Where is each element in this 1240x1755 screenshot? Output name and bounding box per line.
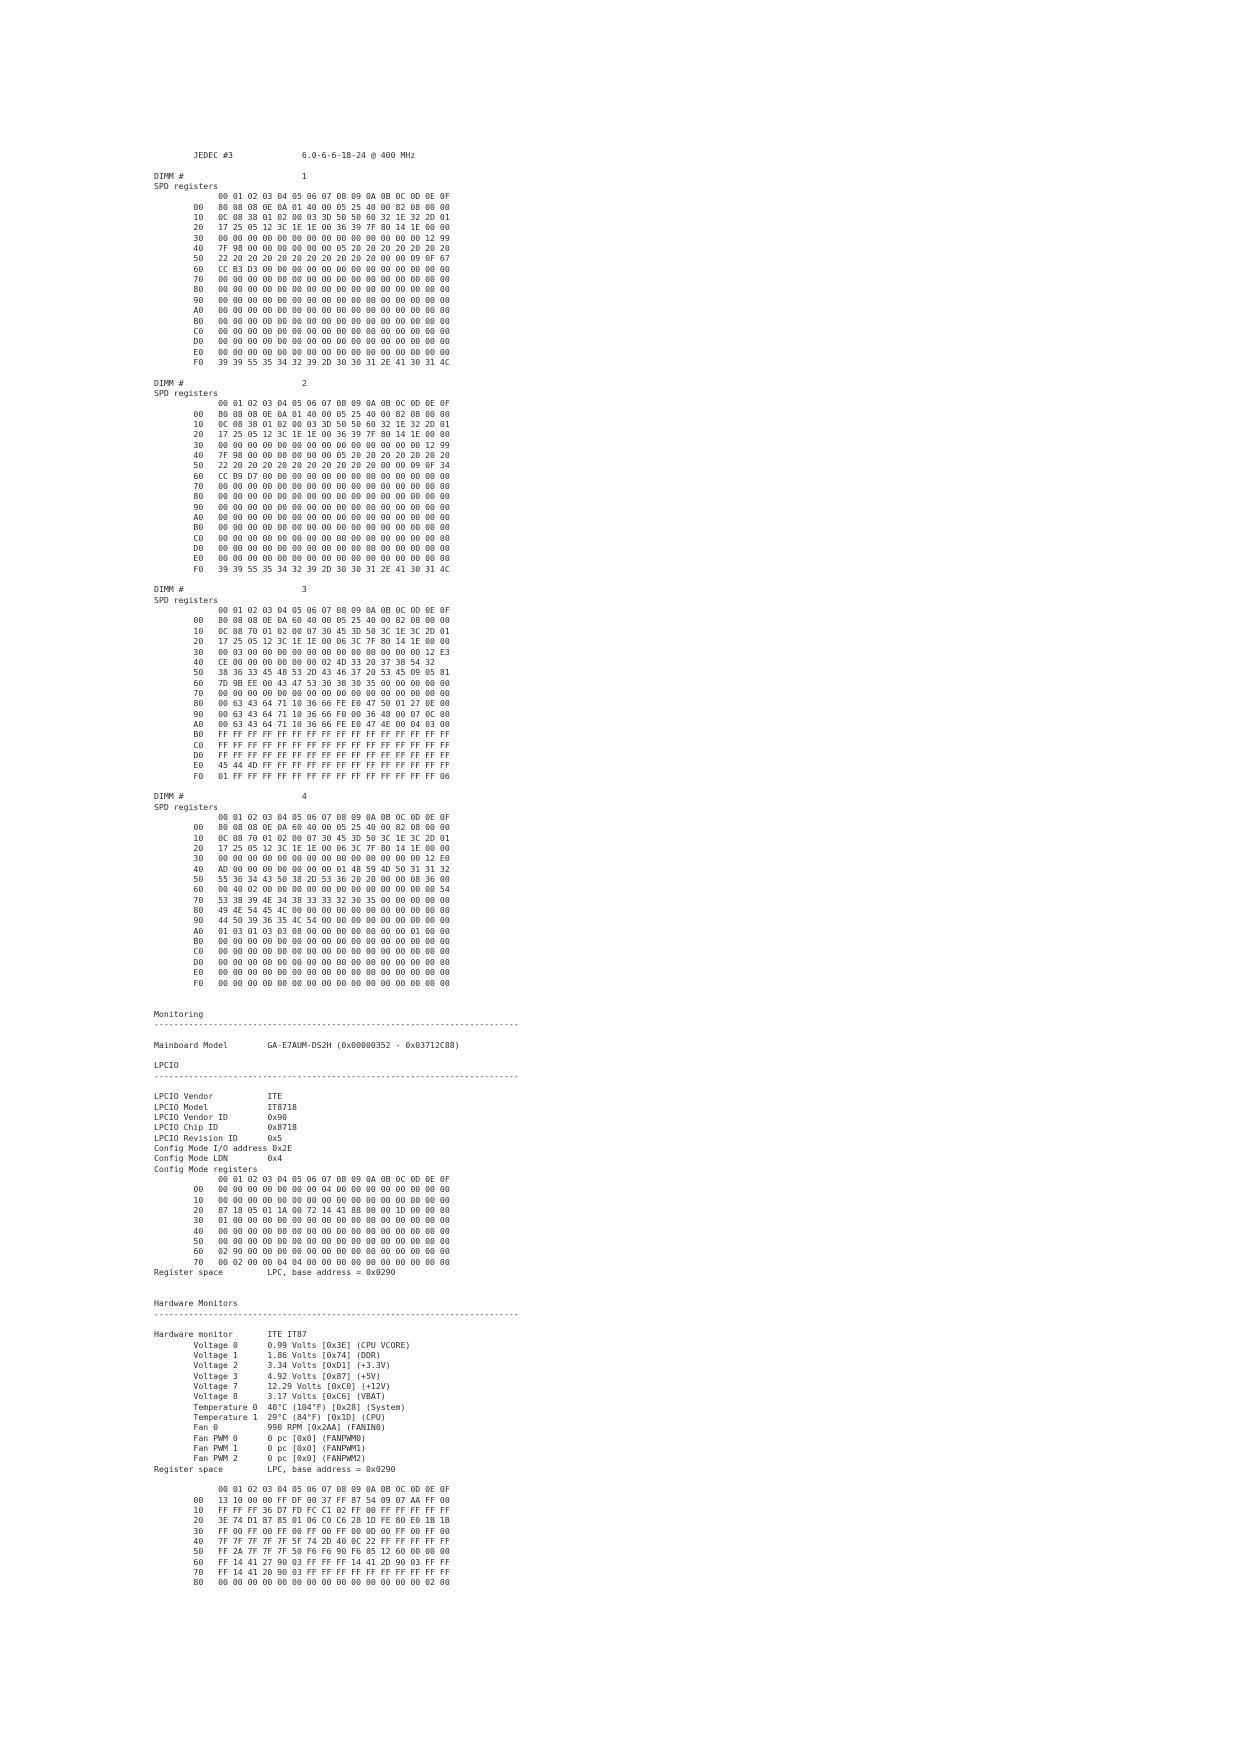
report-line: E0 00 00 00 00 00 00 00 00 00 00 00 00 00 00 00 00 xyxy=(154,553,450,564)
report-line: 00 80 08 08 0E 0A 60 40 00 05 25 40 00 82 08 00 00 xyxy=(154,822,450,833)
report-line: Fan PWM 0 0 pc [0x0] (FANPWM0) xyxy=(154,1432,366,1443)
report-line: 50 FF 2A 7F 7F 7F 50 F6 F6 90 F6 05 12 60 00 00 00 xyxy=(154,1546,450,1557)
blank-line xyxy=(154,1319,1154,1329)
report-line: F0 01 FF FF FF FF FF FF FF FF FF FF FF FF FF FF 06 xyxy=(154,770,450,781)
report-line: 40 7F 98 00 00 00 00 00 00 05 20 20 20 20 20 20 20 xyxy=(154,449,450,460)
report-line: Monitoring xyxy=(154,1008,204,1019)
report-line: E0 00 00 00 00 00 00 00 00 00 00 00 00 00 00 00 00 xyxy=(154,346,450,357)
report-line: 00 80 08 08 0E 0A 01 40 00 05 25 40 00 82 08 00 00 xyxy=(154,201,450,212)
report-line: B0 00 00 00 00 00 00 00 00 00 00 00 00 00 00 00 00 xyxy=(154,315,450,326)
report-line: Temperature 1 29°C (84°F) [0x1D] (CPU) xyxy=(154,1411,386,1422)
report-line: 90 44 50 39 36 35 4C 54 00 00 00 00 00 00 00 00 00 xyxy=(154,915,450,926)
report-line: Voltage 1 1.86 Volts [0x74] (DDR) xyxy=(154,1349,381,1360)
report-line: 60 CC B3 D3 00 00 00 00 00 00 00 00 00 00 00 00 00 xyxy=(154,263,450,274)
report-line: D0 00 00 00 00 00 00 00 00 00 00 00 00 00 00 00 00 xyxy=(154,543,450,554)
report-line: 60 CC B9 D7 00 00 00 00 00 00 00 00 00 00 00 00 00 xyxy=(154,470,450,481)
report-line: D0 00 00 00 00 00 00 00 00 00 00 00 00 00 00 00 00 xyxy=(154,336,450,347)
blank-line xyxy=(154,367,1154,377)
report-line: Hardware Monitors xyxy=(154,1298,238,1309)
report-line: 50 38 36 33 45 48 53 2D 43 46 37 20 53 45 09 05 81 xyxy=(154,667,450,678)
report-line: DIMM # 1 xyxy=(154,170,307,181)
report-line: 60 FF 14 41 27 90 03 FF FF FF 14 41 2D 90 03 FF FF xyxy=(154,1556,450,1567)
report-line: 00 01 02 03 04 05 06 07 08 09 0A 0B 0C 0D 0E 0F xyxy=(154,398,450,409)
report-line: 00 01 02 03 04 05 06 07 08 09 0A 0B 0C 0D 0E 0F xyxy=(154,1484,450,1495)
report-line: 60 7D 9B EE 00 43 47 53 30 38 30 35 00 00 00 00 00 xyxy=(154,677,450,688)
report-line: Fan PWM 2 0 pc [0x0] (FANPWM2) xyxy=(154,1453,366,1464)
report-line: Config Mode I/O address 0x2E xyxy=(154,1143,293,1153)
blank-line xyxy=(154,1277,1154,1287)
report-line: Mainboard Model GA-E7AUM-DS2H (0x00000352 - 0x03712C88) xyxy=(154,1039,460,1050)
blank-line xyxy=(154,1029,1154,1039)
report-line: 30 00 00 00 00 00 00 00 00 00 00 00 00 00 00 12 99 xyxy=(154,232,450,243)
report-line: LPCIO xyxy=(154,1060,179,1071)
report-line: 90 00 00 00 00 00 00 00 00 00 00 00 00 00 00 00 00 xyxy=(154,501,450,512)
report-line: 80 00 63 43 64 71 10 36 66 FE E0 47 50 01 27 0E 00 xyxy=(154,698,450,709)
report-line: F0 39 39 55 35 34 32 39 2D 30 30 31 2E 41 30 31 4C xyxy=(154,563,450,574)
report-line: LPCIO Revision ID 0x5 xyxy=(154,1132,283,1143)
report-line: 10 FF FF FF 36 D7 FD FC C1 02 FF 00 FF FF FF FF FF xyxy=(154,1505,450,1516)
report-line: Hardware monitor ITE IT87 xyxy=(154,1329,307,1340)
report-line: 40 00 00 00 00 00 00 00 00 00 00 00 00 00 00 00 00 xyxy=(154,1225,450,1236)
blank-line xyxy=(154,160,1154,170)
report-line: D0 00 00 00 00 00 00 00 00 00 00 00 00 00 00 00 00 xyxy=(154,956,450,967)
report-line: SPD registers xyxy=(154,181,219,192)
report-line: DIMM # 3 xyxy=(154,584,307,595)
report-line: LPCIO Vendor ITE xyxy=(154,1091,283,1102)
report-line: 30 00 00 00 00 00 00 00 00 00 00 00 00 00 00 12 E0 xyxy=(154,853,450,864)
report-line: Config Mode LDN 0x4 xyxy=(154,1153,283,1164)
report-line: SPD registers xyxy=(154,594,219,605)
report-line: C0 00 00 00 00 00 00 00 00 00 00 00 00 00 00 00 00 xyxy=(154,532,450,543)
report-line: 20 17 25 05 12 3C 1E 1E 00 06 3C 7F 80 14 1E 00 00 xyxy=(154,843,450,854)
blank-line xyxy=(154,574,1154,584)
report-line: SPD registers xyxy=(154,801,219,812)
report-line: -------------------------------------------------------------------------- xyxy=(154,1308,519,1319)
report-line: LPCIO Chip ID 0x8718 xyxy=(154,1122,297,1133)
report-line: Fan PWM 1 0 pc [0x0] (FANPWM1) xyxy=(154,1442,366,1453)
blank-line xyxy=(154,988,1154,998)
report-line: 30 FF 00 FF 00 FF 00 FF 00 FF 00 0D 00 FF 00 FF 00 xyxy=(154,1525,450,1536)
report-line: LPCIO Vendor ID 0x90 xyxy=(154,1111,288,1122)
report-line: 30 00 03 00 00 00 00 00 00 00 00 00 00 00 00 12 E3 xyxy=(154,646,450,657)
report-line: C0 00 00 00 00 00 00 00 00 00 00 00 00 00 00 00 00 xyxy=(154,946,450,957)
report-line: -------------------------------------------------------------------------- xyxy=(154,1018,519,1029)
report-line: 80 00 00 00 00 00 00 00 00 00 00 00 00 00 00 02 00 xyxy=(154,1577,450,1588)
report-line: Voltage 7 12.29 Volts [0xC0] (+12V) xyxy=(154,1380,391,1391)
report-line: 00 80 08 08 0E 0A 60 40 00 05 25 40 00 82 08 00 00 xyxy=(154,615,450,626)
report-line: Voltage 0 0.99 Volts [0x3E] (CPU VCORE) xyxy=(154,1339,411,1350)
report-line: 80 00 00 00 00 00 00 00 00 00 00 00 00 00 00 00 00 xyxy=(154,284,450,295)
report-line: 00 13 10 00 00 FF DF 00 37 FF 87 54 09 07 AA FF 00 xyxy=(154,1494,450,1505)
report-line: 00 00 00 00 00 00 00 00 04 00 00 00 00 00 00 00 00 xyxy=(154,1184,450,1195)
report-line: Register space LPC, base address = 0x0290 xyxy=(154,1463,396,1474)
report-line: 10 0C 08 38 01 02 00 03 3D 50 50 60 32 1E 32 2D 01 xyxy=(154,418,450,429)
report-line: A0 00 63 43 64 71 10 36 66 FE E0 47 4E 00 04 03 00 xyxy=(154,718,450,729)
report-line: 30 00 00 00 00 00 00 00 00 00 00 00 00 00 00 12 99 xyxy=(154,439,450,450)
report-line: 70 00 00 00 00 00 00 00 00 00 00 00 00 00 00 00 00 xyxy=(154,274,450,285)
report-line: 60 02 90 00 00 00 00 00 00 00 00 00 00 00 00 00 00 xyxy=(154,1246,450,1257)
report-line: A0 00 00 00 00 00 00 00 00 00 00 00 00 00 00 00 00 xyxy=(154,512,450,523)
report-line: 10 0C 08 70 01 02 00 07 30 45 3D 50 3C 1E 3C 2D 01 xyxy=(154,625,450,636)
blank-line xyxy=(154,1288,1154,1298)
report-line: 70 00 00 00 00 00 00 00 00 00 00 00 00 00 00 00 00 xyxy=(154,481,450,491)
report-line: 20 87 18 05 01 1A 00 72 14 41 88 00 00 1D 00 00 00 xyxy=(154,1205,450,1216)
blank-line xyxy=(154,1474,1154,1484)
report-line: 80 00 00 00 00 00 00 00 00 00 00 00 00 00 00 00 00 xyxy=(154,491,450,502)
report-line: 10 00 00 00 00 00 00 00 00 00 00 00 00 00 00 00 00 xyxy=(154,1194,450,1205)
report-line: 90 00 00 00 00 00 00 00 00 00 00 00 00 00 00 00 00 xyxy=(154,294,450,305)
report-line: 40 7F 98 00 00 00 00 00 00 05 20 20 20 20 20 20 20 xyxy=(154,243,450,254)
report-line: 70 FF 14 41 20 90 03 FF FF FF FF FF FF FF FF FF FF xyxy=(154,1567,450,1578)
blank-line xyxy=(154,781,1154,791)
report-line: 30 01 00 00 00 00 00 00 00 00 00 00 00 00 00 00 00 xyxy=(154,1215,450,1226)
report-line: 00 01 02 03 04 05 06 07 08 09 0A 0B 0C 0D 0E 0F xyxy=(154,812,450,822)
report-line: LPCIO Model IT8718 xyxy=(154,1101,297,1112)
report-line: B0 FF FF FF FF FF FF FF FF FF FF FF FF FF FF FF FF xyxy=(154,729,450,740)
report-line: Voltage 2 3.34 Volts [0xD1] (+3.3V) xyxy=(154,1360,391,1371)
report-line: 70 53 38 39 4E 34 38 33 33 32 30 35 00 00 00 00 00 xyxy=(154,894,450,905)
report-line: Voltage 8 3.17 Volts [0xC6] (VBAT) xyxy=(154,1391,386,1402)
report-line: 00 80 08 08 0E 0A 01 40 00 05 25 40 00 82 08 00 00 xyxy=(154,408,450,419)
report-line: E0 45 44 4D FF FF FF FF FF FF FF FF FF FF FF FF FF xyxy=(154,760,450,771)
report-line: 50 00 00 00 00 00 00 00 00 00 00 00 00 00 00 00 00 xyxy=(154,1236,450,1247)
report-line: 20 17 25 05 12 3C 1E 1E 00 36 39 7F 80 14 1E 00 00 xyxy=(154,429,450,440)
report-line: 40 7F 7F 7F 7F 7F 5F 74 2D 40 0C 22 FF FF FF FF FF xyxy=(154,1536,450,1547)
report-line: 60 00 40 02 00 00 00 00 00 00 00 00 00 00 00 00 54 xyxy=(154,884,450,895)
report-line: B0 00 00 00 00 00 00 00 00 00 00 00 00 00 00 00 00 xyxy=(154,936,450,947)
report-line: D0 FF FF FF FF FF FF FF FF FF FF FF FF FF FF FF FF xyxy=(154,749,450,760)
report-line: JEDEC #3 6.0-6-6-18-24 @ 400 MHz xyxy=(154,150,416,160)
report-line: 70 00 00 00 00 00 00 00 00 00 00 00 00 00 00 00 00 xyxy=(154,687,450,698)
report-line: 00 01 02 03 04 05 06 07 08 09 0A 0B 0C 0D 0E 0F xyxy=(154,191,450,202)
report-line: 00 01 02 03 04 05 06 07 08 09 0A 0B 0C 0D 0E 0F xyxy=(154,1174,450,1185)
report-line: 40 CE 00 00 00 00 00 00 02 4D 33 20 37 38 54 32 xyxy=(154,656,435,667)
report-line: Fan 0 990 RPM [0x2AA] (FANIN0) xyxy=(154,1422,386,1433)
report-line: Voltage 3 4.92 Volts [0x87] (+5V) xyxy=(154,1370,381,1381)
report-line: SPD registers xyxy=(154,387,219,398)
report-line: 80 49 4E 54 45 4C 00 00 00 00 00 00 00 00 00 00 00 xyxy=(154,905,450,916)
report-line: A0 00 00 00 00 00 00 00 00 00 00 00 00 00 00 00 00 xyxy=(154,305,450,316)
report-line: 90 00 63 43 64 71 10 36 66 F0 00 36 48 00 07 0C 00 xyxy=(154,708,450,719)
report-line: C0 00 00 00 00 00 00 00 00 00 00 00 00 00 00 00 00 xyxy=(154,325,450,336)
report-text xyxy=(154,150,1154,1588)
report-line: Config Mode registers xyxy=(154,1163,258,1174)
report-line: 50 55 36 34 43 50 38 2D 53 36 20 20 00 00 08 36 00 xyxy=(154,874,450,885)
blank-line xyxy=(154,998,1154,1008)
report-line: F0 00 00 00 00 00 00 00 00 00 00 00 00 00 00 00 00 xyxy=(154,977,450,988)
report-line: DIMM # 4 xyxy=(154,791,307,802)
report-line: 70 00 02 00 00 04 04 00 00 00 00 00 00 00 00 00 00 xyxy=(154,1256,450,1267)
report-line: 20 3E 74 D1 87 85 01 06 C0 C6 28 1D FE 80 E0 1B 1B xyxy=(154,1515,450,1526)
report-line: -------------------------------------------------------------------------- xyxy=(154,1070,519,1081)
report-line: A0 01 03 01 03 03 08 00 00 00 00 00 00 00 01 00 00 xyxy=(154,925,450,936)
report-line: Temperature 0 40°C (104°F) [0x28] (System) xyxy=(154,1401,406,1412)
report-line: 50 22 20 20 20 20 20 20 20 20 20 20 00 00 09 0F 34 xyxy=(154,460,450,471)
report-line: E0 00 00 00 00 00 00 00 00 00 00 00 00 00 00 00 00 xyxy=(154,967,450,978)
report-line: F0 39 39 55 35 34 32 39 2D 30 30 31 2E 41 30 31 4C xyxy=(154,356,450,367)
report-line: 10 0C 08 70 01 02 00 07 30 45 3D 50 3C 1E 3C 2D 01 xyxy=(154,832,450,843)
report-line: Register space LPC, base address = 0x0290 xyxy=(154,1267,396,1278)
report-line: B0 00 00 00 00 00 00 00 00 00 00 00 00 00 00 00 00 xyxy=(154,522,450,533)
report-line: DIMM # 2 xyxy=(154,377,307,388)
report-line: 20 17 25 05 12 3C 1E 1E 00 06 3C 7F 80 14 1E 00 00 xyxy=(154,636,450,647)
report-line: 40 AD 00 00 00 00 00 00 00 01 48 59 4D 50 31 31 32 xyxy=(154,863,450,874)
blank-line xyxy=(154,1050,1154,1060)
report-line: 00 01 02 03 04 05 06 07 08 09 0A 0B 0C 0D 0E 0F xyxy=(154,605,450,616)
blank-line xyxy=(154,1081,1154,1091)
report-line: 50 22 20 20 20 20 20 20 20 20 20 20 00 00 09 0F 67 xyxy=(154,253,450,264)
report-line: 20 17 25 05 12 3C 1E 1E 00 36 39 7F 80 14 1E 00 00 xyxy=(154,222,450,233)
report-line: C0 FF FF FF FF FF FF FF FF FF FF FF FF FF FF FF FF xyxy=(154,739,450,750)
report-line: 10 0C 08 38 01 02 00 03 3D 50 50 60 32 1E 32 2D 01 xyxy=(154,212,450,223)
